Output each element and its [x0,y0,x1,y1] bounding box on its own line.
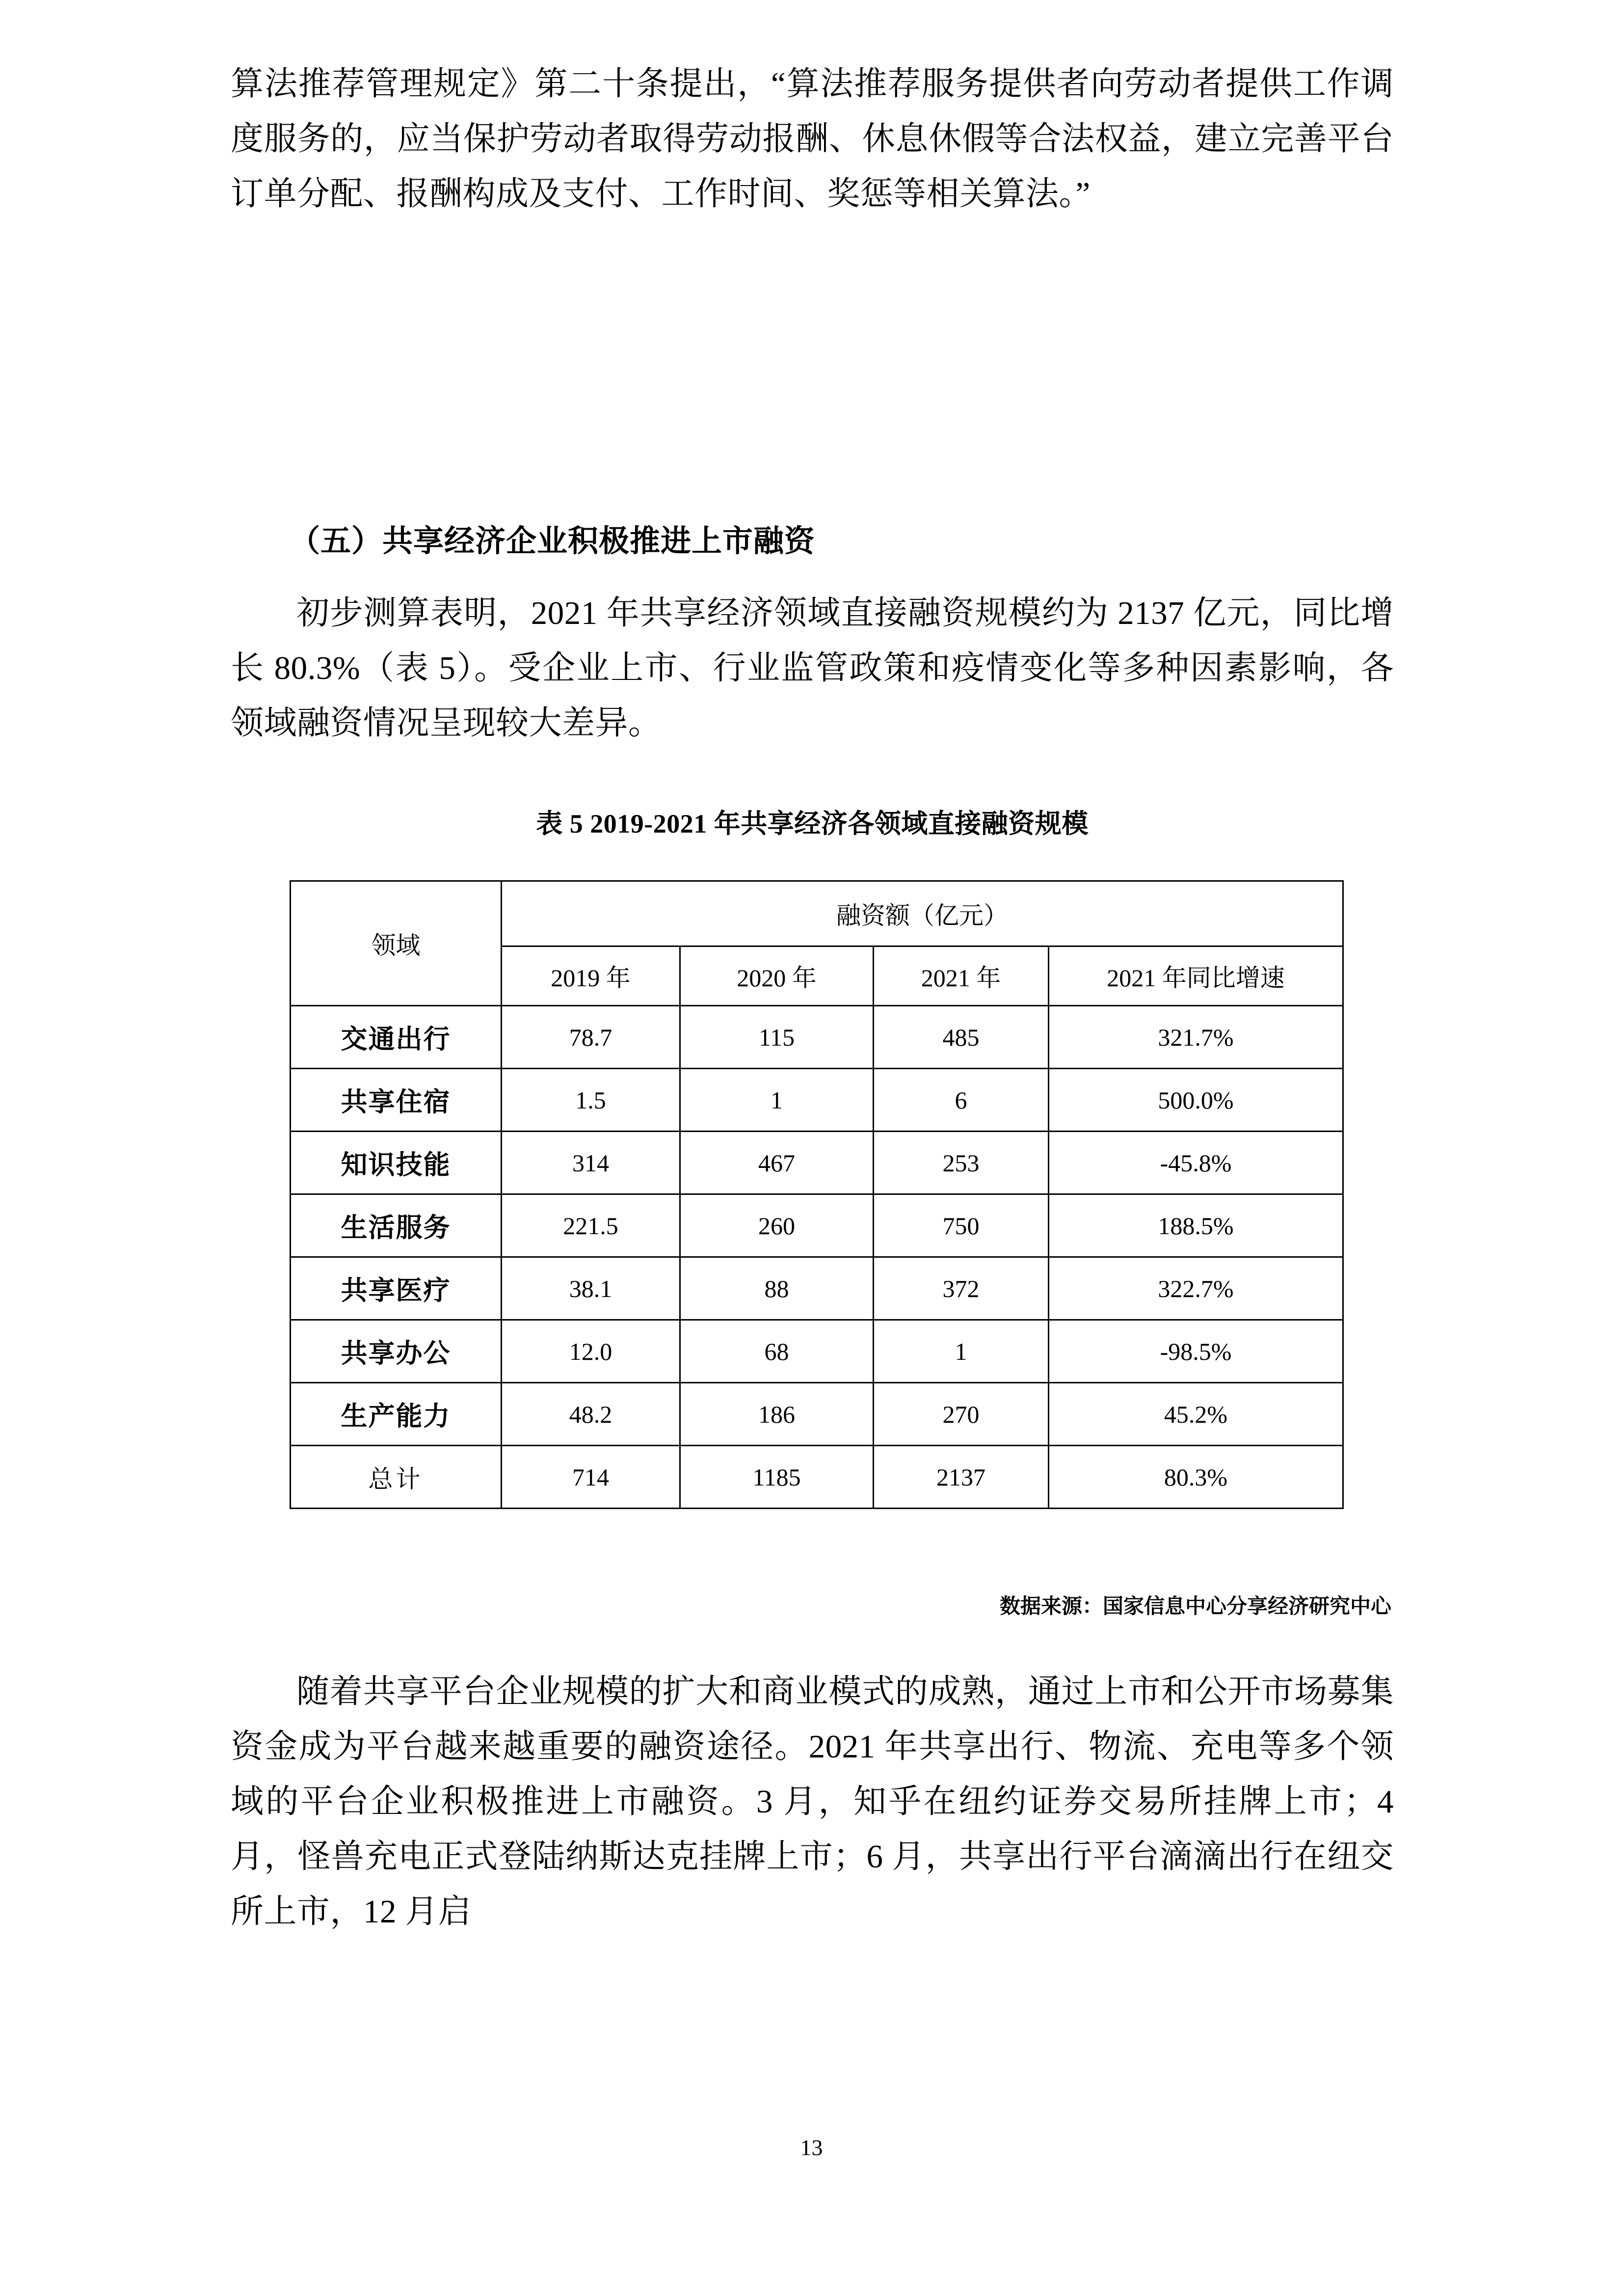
cell-field: 生产能力 [291,1383,502,1446]
cell-growth: 322.7% [1049,1257,1343,1320]
cell-2021: 1 [874,1320,1049,1383]
cell-field: 知识技能 [291,1132,502,1194]
page-number: 13 [800,2135,823,2160]
cell-2019-total: 714 [502,1446,680,1509]
cell-2020: 68 [680,1320,874,1383]
cell-growth: 188.5% [1049,1194,1343,1257]
cell-growth: 321.7% [1049,1006,1343,1069]
cell-growth: -98.5% [1049,1320,1343,1383]
cell-2020: 1 [680,1069,874,1132]
cell-2019: 38.1 [502,1257,680,1320]
cell-2020: 115 [680,1006,874,1069]
cell-growth: -45.8% [1049,1132,1343,1194]
table-row [291,1132,1343,1194]
cell-growth-total: 80.3% [1049,1446,1343,1509]
cell-field: 交通出行 [291,1006,502,1069]
cell-field: 共享办公 [291,1320,502,1383]
cell-2019: 78.7 [502,1006,680,1069]
table-row [291,1006,1343,1069]
table-row [291,1320,1343,1383]
column-header-field: 领域 [291,881,502,1006]
cell-field-total: 总计 [291,1446,502,1509]
cell-2021-total: 2137 [874,1446,1049,1509]
paragraph-closing: 随着共享平台企业规模的扩大和商业模式的成熟，通过上市和公开市场募集资金成为平台越来越重要的融资途径。2021 年共享出行、物流、充电等多个领域的平台企业积极推进上市融资。3 月，知乎在纽约证券交易所挂牌上市；4 月，怪兽充电正式登陆纳斯达克挂牌上市；6 月，共享出行平台滴滴出行在纽交所上市，12 月启 [231,1674,1394,1930]
table-head [291,881,1343,1006]
cell-2020-total: 1185 [680,1446,874,1509]
table-row [291,1194,1343,1257]
column-header-2019: 2019 年 [502,946,680,1006]
table-caption: 表 5 2019-2021 年共享经济各领域直接融资规模 [536,809,1089,838]
cell-field: 生活服务 [291,1194,502,1257]
paragraph-intro: 初步测算表明，2021 年共享经济领域直接融资规模约为 2137 亿元，同比增长 80.3%（表 5）。受企业上市、行业监管政策和疫情变化等多种因素影响，各领域融资情况呈现较大差异。 [231,595,1394,741]
table-row [291,1069,1343,1132]
column-header-2020: 2020 年 [680,946,874,1006]
cell-2019: 12.0 [502,1320,680,1383]
cell-growth: 500.0% [1049,1069,1343,1132]
cell-2019: 314 [502,1132,680,1194]
cell-2019: 48.2 [502,1383,680,1446]
financing-table-container [290,880,1342,1509]
cell-2021: 372 [874,1257,1049,1320]
cell-2019: 221.5 [502,1194,680,1257]
cell-2020: 88 [680,1257,874,1320]
table-header-row-group [291,881,1343,946]
table-row [291,1257,1343,1320]
cell-growth: 45.2% [1049,1383,1343,1446]
cell-field: 共享住宿 [291,1069,502,1132]
cell-field: 共享医疗 [291,1257,502,1320]
column-header-2021: 2021 年 [874,946,1049,1006]
cell-2021: 6 [874,1069,1049,1132]
cell-2021: 750 [874,1194,1049,1257]
financing-table [290,880,1344,1509]
section-heading: （五）共享经济企业积极推进上市融资 [290,525,816,558]
table-row [291,1383,1343,1446]
cell-2021: 485 [874,1006,1049,1069]
cell-2021: 270 [874,1383,1049,1446]
cell-2021: 253 [874,1132,1049,1194]
table-source-note: 数据来源：国家信息中心分享经济研究中心 [999,1594,1391,1618]
column-header-growth: 2021 年同比增速 [1049,946,1343,1006]
column-header-group-amount: 融资额（亿元） [502,881,1343,946]
paragraph-quote-continuation: 算法推荐管理规定》第二十条提出，“算法推荐服务提供者向劳动者提供工作调度服务的，应当保护劳动者取得劳动报酬、休息休假等合法权益，建立完善平台订单分配、报酬构成及支付、工作时间、奖惩等相关算法。” [231,66,1394,212]
cell-2020: 186 [680,1383,874,1446]
table-body [291,1006,1343,1509]
table-total-row [291,1446,1343,1509]
cell-2020: 260 [680,1194,874,1257]
cell-2020: 467 [680,1132,874,1194]
cell-2019: 1.5 [502,1069,680,1132]
